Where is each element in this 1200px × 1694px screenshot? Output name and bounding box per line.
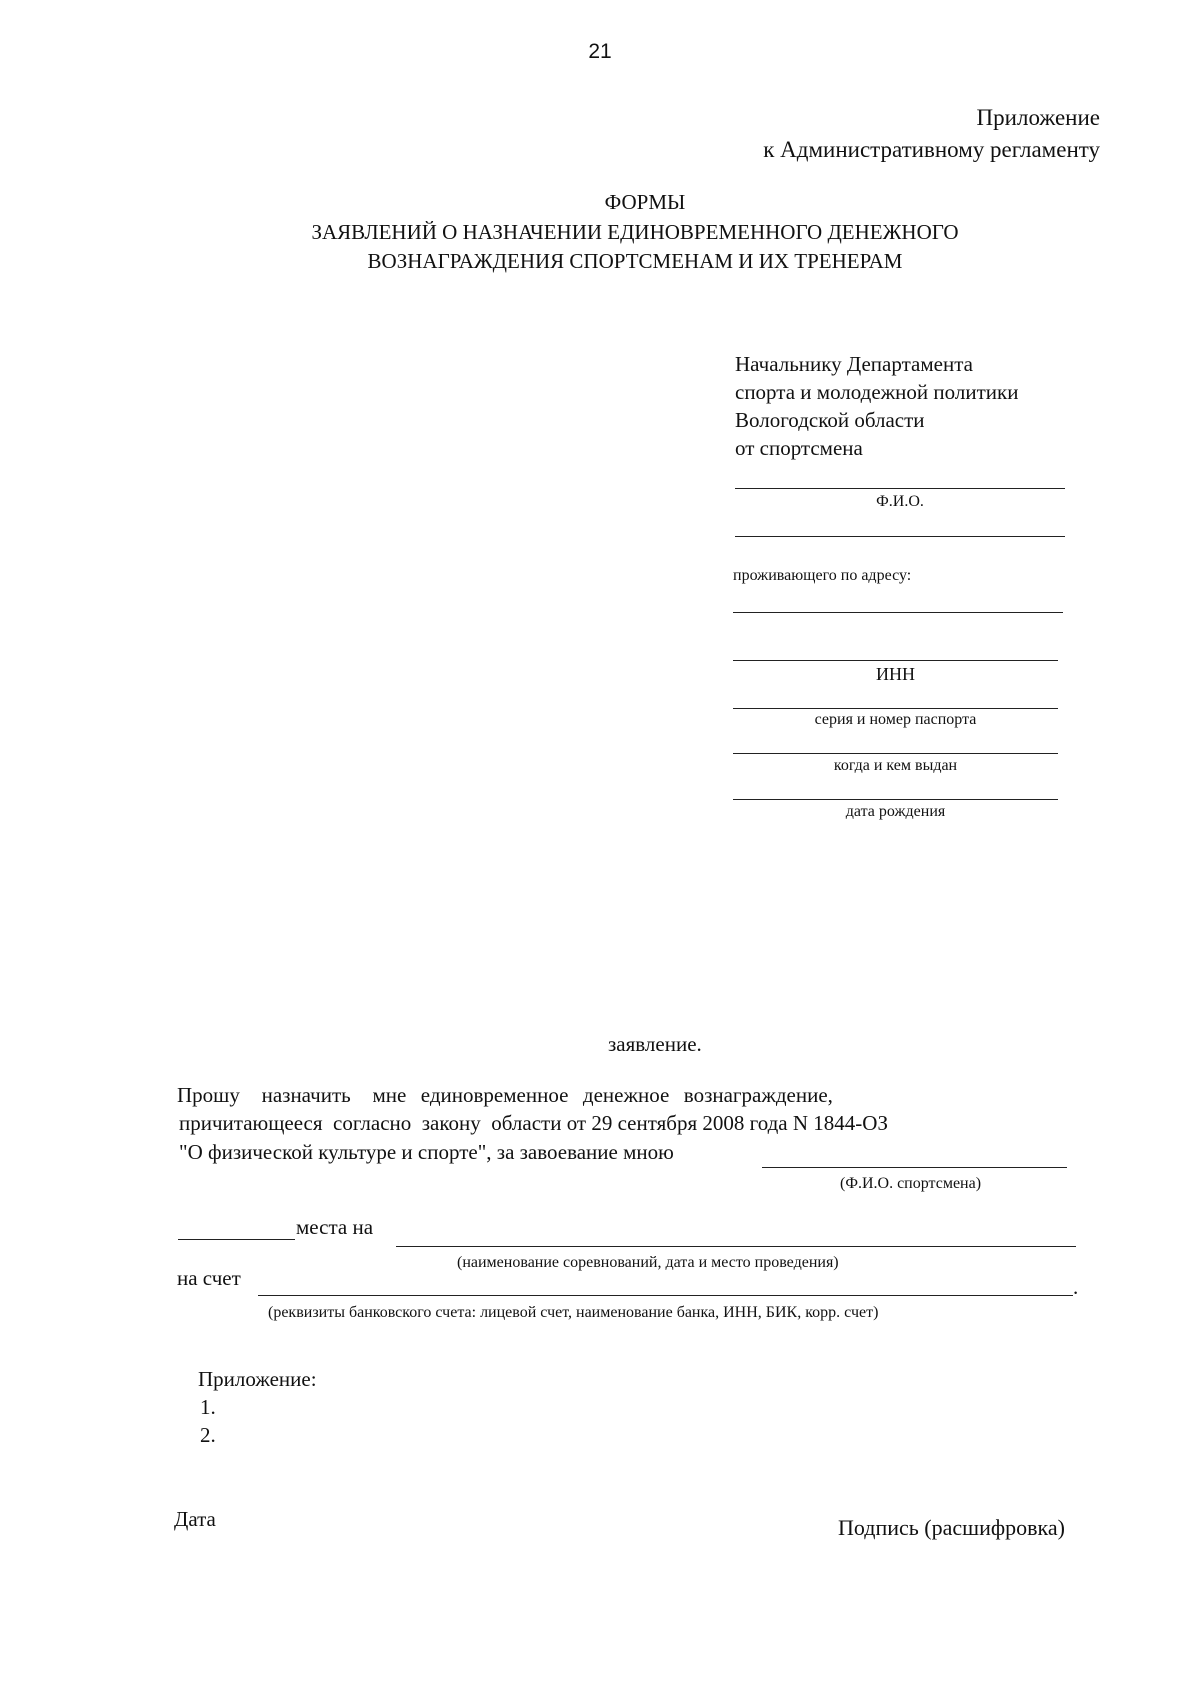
place-blank-line xyxy=(178,1239,295,1240)
statement-line-2: причитающееся согласно закону области от 29 сентября 2008 года N 1844-ОЗ xyxy=(179,1111,888,1135)
bank-account-line xyxy=(258,1295,1073,1296)
appendix-line-2: к Административному регламенту xyxy=(763,137,1100,162)
signature-label: Подпись (расшифровка) xyxy=(838,1515,1065,1540)
address-label: проживающего по адресу: xyxy=(733,567,912,584)
bank-caption: (реквизиты банковского счета: лицевой счет, наименование банка, ИНН, БИК, корр. счет) xyxy=(268,1304,879,1321)
birth-date-caption: дата рождения xyxy=(845,803,946,820)
statement-line-1: Прошу назначить мне единовременное денежное вознаграждение, xyxy=(177,1083,833,1107)
title-line-2: ЗАЯВЛЕНИЙ О НАЗНАЧЕНИИ ЕДИНОВРЕМЕННОГО ДЕНЕЖНОГО xyxy=(311,220,959,244)
page-number: 21 xyxy=(588,40,612,63)
competition-caption: (наименование соревнований, дата и место проведения) xyxy=(457,1254,839,1271)
addressee-line-2: спорта и молодежной политики xyxy=(735,380,1019,404)
fio-line xyxy=(735,488,1065,489)
attachment-item-1: 1. xyxy=(200,1395,216,1419)
addressee-line-3: Вологодской области xyxy=(735,408,925,432)
place-text: места на xyxy=(296,1215,374,1239)
fio-line-2 xyxy=(735,536,1065,537)
athlete-name-line xyxy=(762,1167,1067,1168)
birth-date-line xyxy=(733,799,1058,800)
passport-line xyxy=(733,708,1058,709)
address-line-2 xyxy=(733,660,1058,661)
addressee-line-4: от спортсмена xyxy=(735,436,863,460)
statement-line-3: "О физической культуре и спорте", за завоевание мною xyxy=(179,1140,674,1164)
account-text: на счет xyxy=(177,1266,241,1290)
athlete-caption: (Ф.И.О. спортсмена) xyxy=(840,1175,982,1192)
competition-line xyxy=(396,1246,1076,1247)
addressee-line-1: Начальнику Департамента xyxy=(735,352,973,376)
title-line-3: ВОЗНАГРАЖДЕНИЯ СПОРТСМЕНАМ И ИХ ТРЕНЕРАМ xyxy=(367,249,903,273)
inn-caption: ИНН xyxy=(876,664,915,684)
statement-heading: заявление. xyxy=(608,1032,702,1056)
account-period: . xyxy=(1073,1275,1079,1299)
title-forms: ФОРМЫ xyxy=(604,190,686,214)
issued-caption: когда и кем выдан xyxy=(833,757,958,774)
attachments-label: Приложение: xyxy=(198,1367,317,1391)
appendix-line-1: Приложение xyxy=(976,105,1100,130)
issued-line xyxy=(733,753,1058,754)
fio-caption: Ф.И.О. xyxy=(876,493,924,510)
address-line-1 xyxy=(733,612,1063,613)
passport-caption: серия и номер паспорта xyxy=(814,711,977,728)
attachment-item-2: 2. xyxy=(200,1423,216,1447)
date-label: Дата xyxy=(174,1507,216,1531)
